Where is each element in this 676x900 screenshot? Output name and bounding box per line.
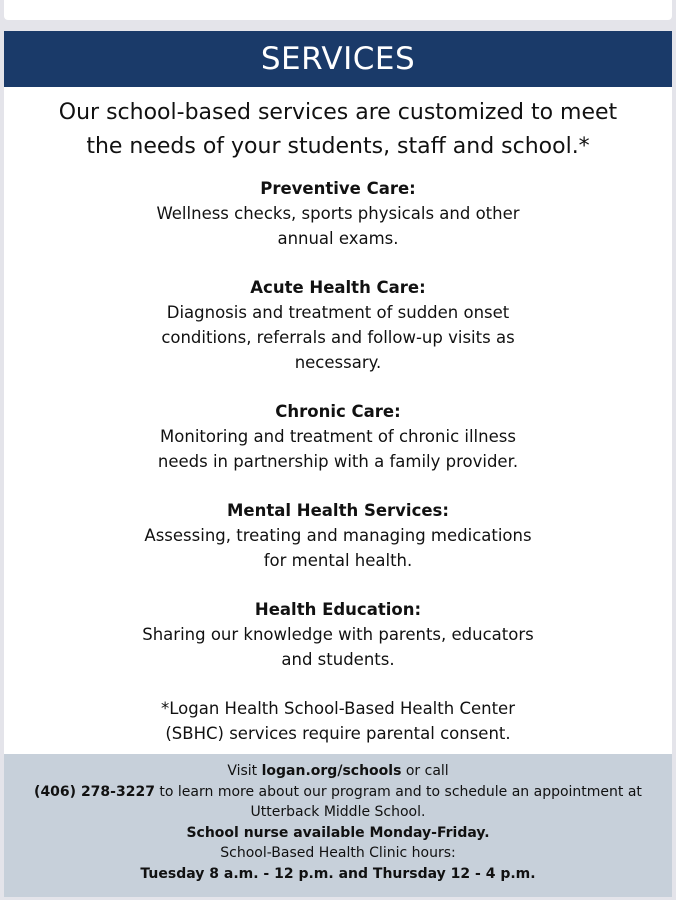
previous-page-edge: [4, 0, 672, 20]
service-acute-health-care: [4, 275, 672, 375]
service-description: Diagnosis and treatment of sudden onset: [166, 303, 510, 322]
service-title: Chronic Care:: [275, 402, 401, 421]
website-link[interactable]: logan.org/schools: [261, 763, 402, 779]
phone-line: [4, 782, 672, 803]
service-description: annual exams.: [277, 229, 399, 248]
clinic-hours-label: School-Based Health Clinic hours:: [220, 845, 456, 862]
school-name: Utterback Middle School.: [250, 804, 426, 821]
service-description: Sharing our knowledge with parents, educators: [142, 625, 534, 644]
clinic-hours-text: Tuesday 8 a.m. - 12 p.m. and Thursday 12 - 4 p.m.: [140, 865, 536, 882]
phone-suffix: to learn more about our program and to schedule an appointment at: [154, 783, 642, 800]
services-banner: [4, 31, 672, 87]
service-mental-health: [4, 498, 672, 573]
services-flyer: [4, 31, 672, 897]
visit-line: [4, 761, 672, 782]
service-title: Preventive Care:: [260, 179, 416, 198]
service-description: necessary.: [294, 353, 382, 372]
service-title: Health Education:: [254, 600, 422, 619]
services-list: [4, 176, 672, 672]
service-description: Monitoring and treatment of chronic illness: [160, 427, 516, 446]
service-description: and students.: [281, 650, 395, 669]
service-title: Mental Health Services:: [227, 501, 449, 520]
visit-prefix: Visit: [227, 763, 262, 779]
visit-suffix: or call: [401, 763, 449, 779]
intro-line: Our school-based services are customized to meet: [58, 100, 618, 125]
intro-statement: [4, 96, 672, 164]
service-health-education: [4, 597, 672, 672]
service-description: conditions, referrals and follow-up visits as: [161, 328, 515, 347]
service-description: for mental health.: [263, 551, 413, 570]
consent-note: [128, 696, 548, 746]
service-chronic-care: [4, 399, 672, 474]
service-title: Acute Health Care:: [250, 278, 426, 297]
service-description: Wellness checks, sports physicals and other: [156, 204, 520, 223]
page-title: SERVICES: [260, 41, 416, 77]
nurse-availability-text: School nurse available Monday-Friday.: [186, 824, 490, 841]
service-description: needs in partnership with a family provider.: [157, 452, 519, 471]
consent-note-line: (SBHC) services require parental consent.: [165, 724, 511, 743]
phone-number[interactable]: (406) 278-3227: [34, 783, 155, 800]
clinic-hours: [4, 864, 672, 885]
contact-footer: [4, 754, 672, 897]
consent-note-line: *Logan Health School-Based Health Center: [161, 699, 515, 718]
service-preventive-care: [4, 176, 672, 251]
service-description: Assessing, treating and managing medications: [144, 526, 532, 545]
intro-line: the needs of your students, staff and school.*: [86, 134, 590, 159]
nurse-availability: [4, 823, 672, 844]
